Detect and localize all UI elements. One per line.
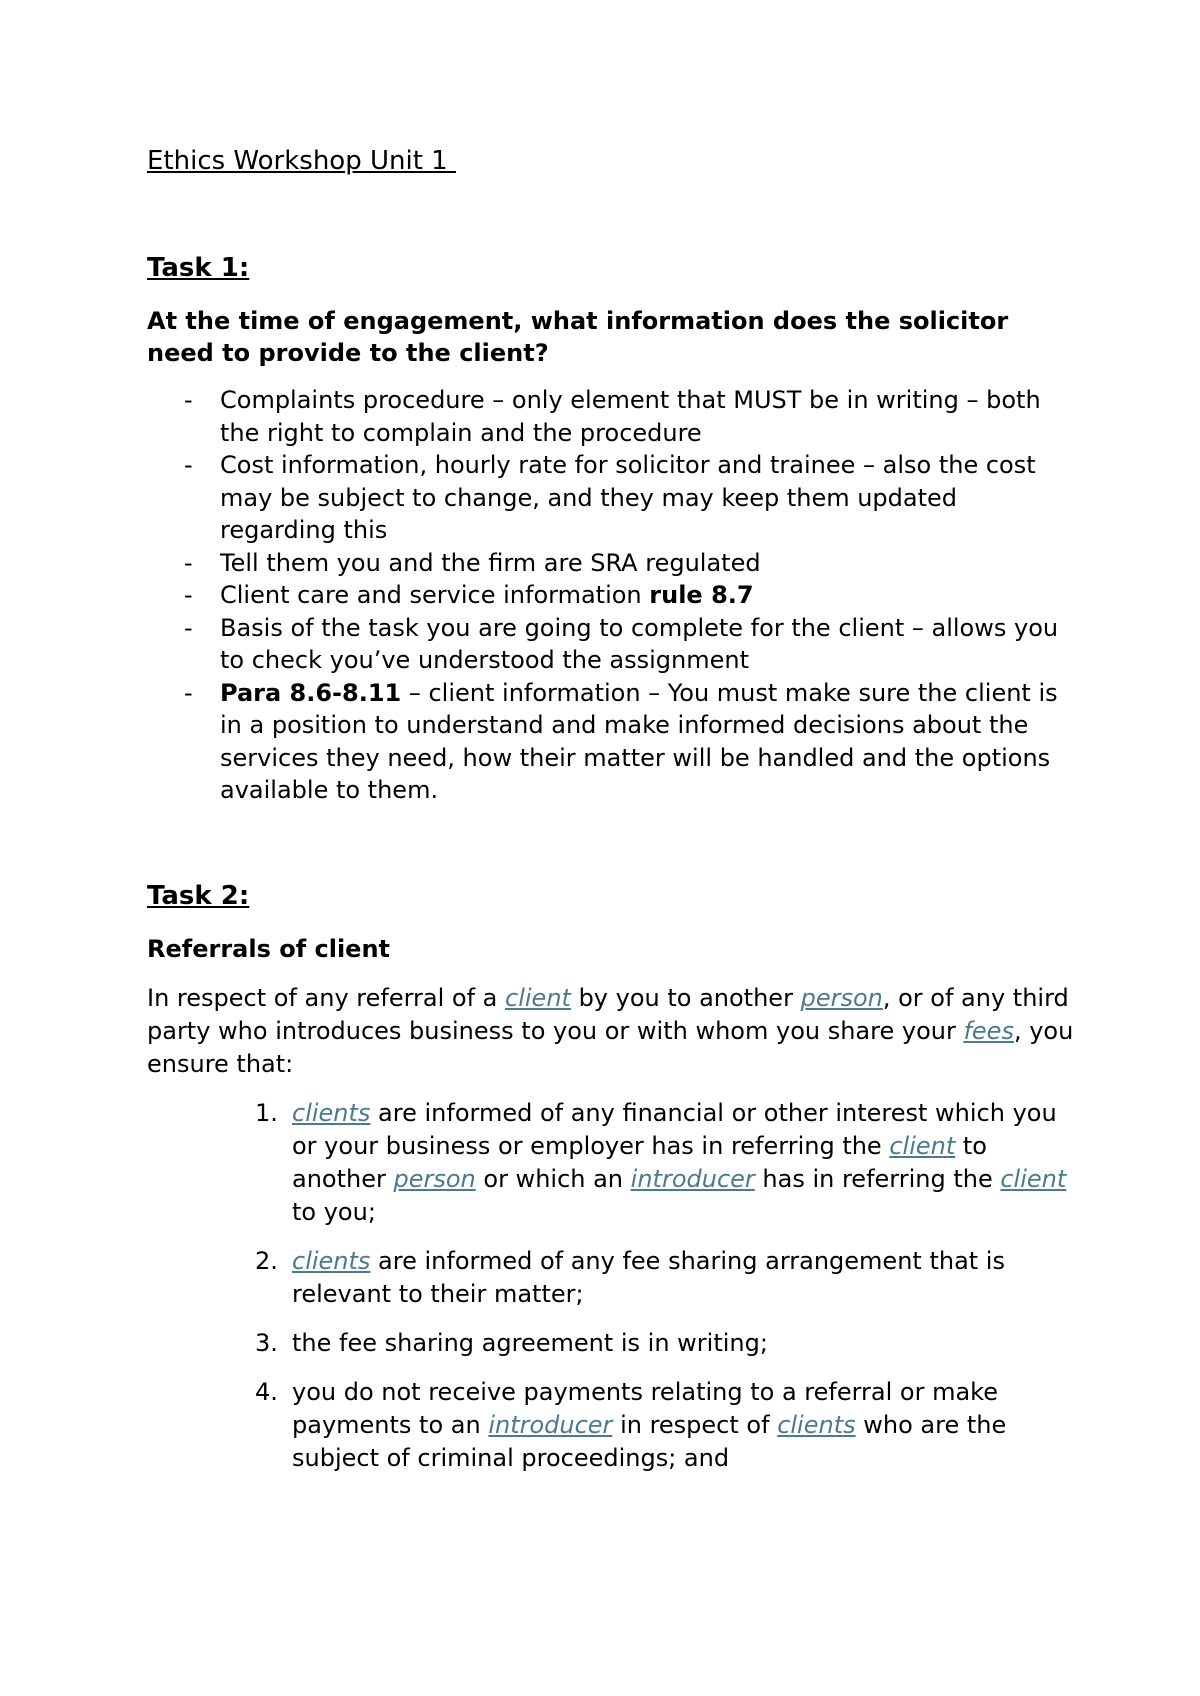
list-item xyxy=(147,547,1077,580)
list-item-text: Cost information, hourly rate for solicitor and trainee – also the cost may be subject to change, and they may keep them updated regarding this xyxy=(220,451,1036,544)
list-item xyxy=(147,384,1077,449)
task-1-question: At the time of engagement, what information does the solicitor need to provide to the client? xyxy=(147,307,1009,367)
list-item-text: to another xyxy=(292,1132,987,1193)
list-item-text: Complaints procedure – only element that MUST be in writing – both the right to complain and the procedure xyxy=(220,386,1041,447)
term-link-person[interactable]: person xyxy=(800,984,883,1012)
list-item xyxy=(147,1097,1077,1229)
dash-bullet: - xyxy=(184,451,193,479)
term-link-fees[interactable]: fees xyxy=(963,1017,1014,1045)
list-item xyxy=(147,612,1077,677)
term-link-client[interactable]: client xyxy=(505,984,571,1012)
list-number: 1. xyxy=(255,1099,278,1127)
para-reference: Para 8.6-8.11 xyxy=(220,678,402,707)
dash-bullet: - xyxy=(184,386,193,414)
list-item-text: in respect of xyxy=(612,1411,778,1439)
list-item-text: – client information – You must make sure the client is in a position to understand and make informed decisions about the services they need, how their matter will be handled and the options available to them. xyxy=(220,678,1058,804)
task-1-list xyxy=(147,384,1077,807)
dash-bullet: - xyxy=(184,548,193,577)
list-item xyxy=(147,1245,1077,1311)
intro-text: by you to another xyxy=(570,984,801,1012)
term-link-clients[interactable]: clients xyxy=(292,1099,371,1127)
list-item-text: Basis of the task you are going to complete for the client – allows you to check you’ve understood the assignment xyxy=(220,613,1059,674)
term-link-person[interactable]: person xyxy=(393,1165,476,1193)
list-item xyxy=(147,579,1077,612)
list-item-text: are informed of any financial or other interest which you or your business or employer has in referring the xyxy=(292,1099,1057,1160)
task-1-heading: Task 1: xyxy=(147,253,250,283)
intro-text: In respect of any referral of a xyxy=(147,984,506,1012)
list-item-text: has in referring the xyxy=(754,1165,1001,1193)
list-item-text: Tell them you and the firm are SRA regulated xyxy=(220,548,761,577)
list-item-text: the fee sharing agreement is in writing; xyxy=(292,1329,768,1357)
dash-bullet: - xyxy=(184,613,193,642)
task-2-subheading: Referrals of client xyxy=(147,935,391,963)
list-item xyxy=(147,1376,1077,1475)
intro-text: , you ensure that: xyxy=(147,1017,1074,1078)
term-link-clients[interactable]: clients xyxy=(292,1247,371,1275)
term-link-introducer[interactable]: introducer xyxy=(630,1165,755,1193)
term-link-introducer[interactable]: introducer xyxy=(488,1411,613,1439)
referral-conditions-list xyxy=(147,1097,1077,1475)
list-item-text: you do not receive payments relating to a referral or make payments to an xyxy=(292,1378,998,1439)
intro-text: , or of any third party who introduces business to you or with whom you share your xyxy=(147,984,1069,1045)
rule-reference: rule 8.7 xyxy=(649,581,754,609)
task-2-section xyxy=(147,880,1077,1491)
term-link-client[interactable]: client xyxy=(889,1132,956,1160)
list-item-text: are informed of any fee sharing arrangement that is relevant to their matter; xyxy=(292,1247,1005,1308)
dash-bullet: - xyxy=(184,678,193,707)
list-item xyxy=(147,677,1077,807)
list-number: 2. xyxy=(255,1247,278,1275)
dash-bullet: - xyxy=(184,581,193,609)
referral-intro-paragraph xyxy=(147,982,1077,1081)
task-2-heading: Task 2: xyxy=(147,881,250,911)
list-item-text: or which an xyxy=(475,1165,631,1193)
list-item-text: who are the subject of criminal proceedings; and xyxy=(292,1411,1007,1472)
list-number: 4. xyxy=(255,1378,278,1406)
list-item xyxy=(147,1327,1077,1360)
term-link-clients[interactable]: clients xyxy=(777,1411,856,1439)
list-item-text: Client care and service information xyxy=(220,581,650,609)
term-link-client[interactable]: client xyxy=(1000,1165,1067,1193)
list-item xyxy=(147,449,1077,547)
document-title: Ethics Workshop Unit 1 xyxy=(147,146,456,176)
list-item-text: to you; xyxy=(292,1198,376,1226)
task-1-section xyxy=(147,252,1077,807)
list-number: 3. xyxy=(255,1329,278,1357)
